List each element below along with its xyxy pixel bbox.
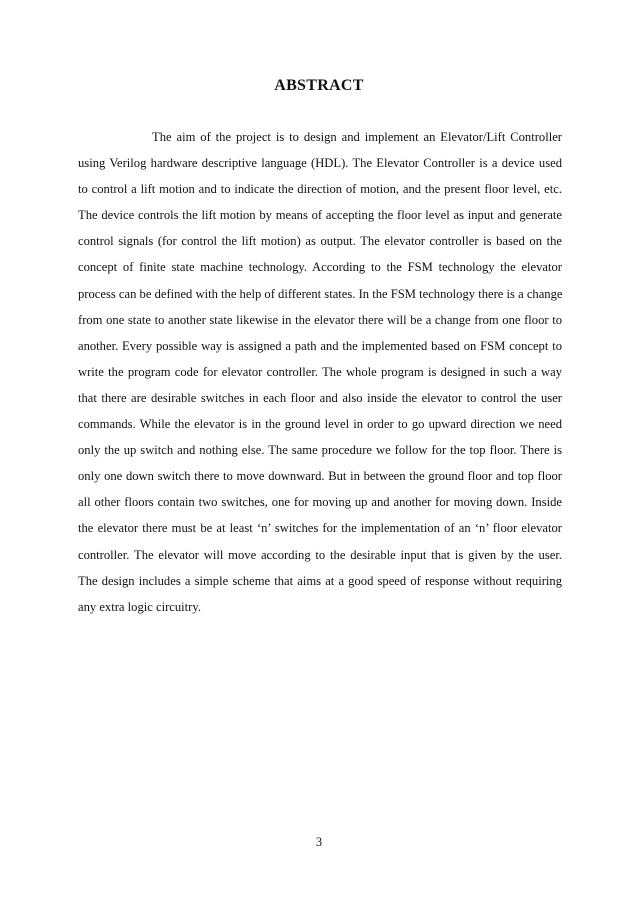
page-number: 3 xyxy=(315,835,323,849)
paragraph-line: using Verilog hardware descriptive language (HDL). The Elevator Controller is a device used xyxy=(78,156,562,171)
paragraph-line: only one down switch there to move downward. But in between the ground floor and top floor xyxy=(78,469,562,484)
paragraph-line: control signals (for control the lift motion) as output. The elevator controller is based on the xyxy=(78,234,562,249)
paragraph-line: to control a lift motion and to indicate the direction of motion, and the present floor level, etc. xyxy=(78,182,562,197)
paragraph-line: only the up switch and nothing else. The same procedure we follow for the top floor. There is xyxy=(78,443,562,458)
paragraph-line: commands. While the elevator is in the ground level in order to go upward direction we need xyxy=(78,417,562,432)
paragraph-line: that there are desirable switches in each floor and also inside the elevator to control the user xyxy=(78,390,562,405)
paragraph-line: any extra logic circuitry. xyxy=(78,599,201,614)
paragraph-line: controller. The elevator will move according to the desirable input that is given by the user. xyxy=(78,547,562,562)
paragraph-line: from one state to another state likewise in the elevator there will be a change from one floor to xyxy=(78,312,562,327)
paragraph-line: The device controls the lift motion by means of accepting the floor level as input and generate xyxy=(78,208,562,223)
abstract-paragraph xyxy=(78,124,562,620)
paragraph-line: concept of finite state machine technology. According to the FSM technology the elevator xyxy=(78,260,562,275)
abstract-heading: ABSTRACT xyxy=(274,77,364,94)
paragraph-line: The design includes a simple scheme that aims at a good speed of response without requiring xyxy=(78,573,562,588)
paragraph-line: the elevator there must be at least ‘n’ switches for the implementation of an ‘n’ floor elevator xyxy=(78,521,562,536)
paragraph-line: another. Every possible way is assigned a path and the implemented based on FSM concept to xyxy=(78,338,562,353)
paragraph-line: process can be defined with the help of different states. In the FSM technology there is a change xyxy=(78,286,563,301)
paragraph-line: The aim of the project is to design and implement an Elevator/Lift Controller xyxy=(152,130,562,144)
paragraph-line: all other floors contain two switches, one for moving up and another for moving down. Inside xyxy=(78,495,562,510)
paragraph-line: write the program code for elevator controller. The whole program is designed in such a way xyxy=(78,364,562,379)
